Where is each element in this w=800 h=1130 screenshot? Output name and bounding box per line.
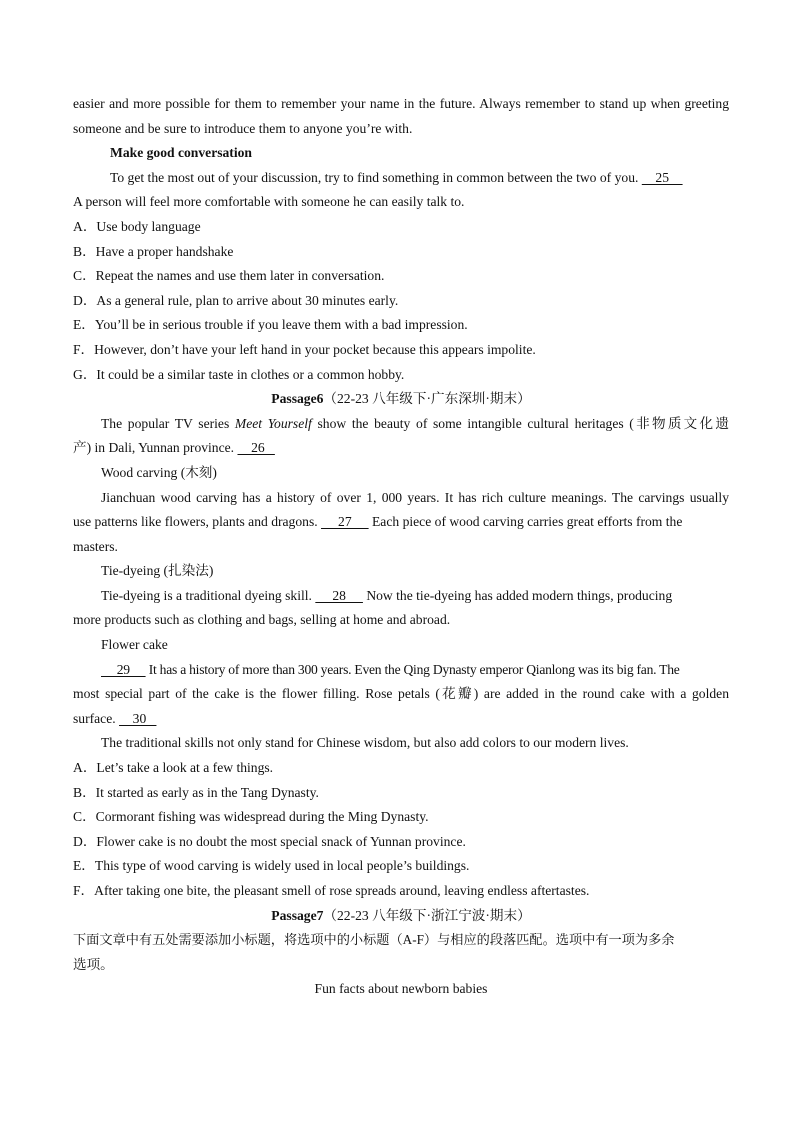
- options-list-1: [73, 215, 729, 387]
- p6-para1-line1: [73, 412, 729, 437]
- p7-instruction-line2: 选项。: [73, 956, 114, 972]
- p6-option-a: A．Let’s take a look at a few things.: [73, 760, 274, 776]
- p6-cake-line1: [73, 658, 729, 683]
- p6-option-f: F．After taking one bite, the pleasant smell of rose spreads around, leaving endless aftertastes.: [73, 883, 590, 898]
- p6-text: 产) in Dali, Yunnan province.: [73, 440, 238, 456]
- p6-option-e: E．This type of wood carving is widely used in local people’s buildings.: [73, 858, 470, 874]
- p6-text: show the beauty of some intangible cultural heritages (非物质文化遗: [317, 415, 729, 431]
- intro-line-2: someone and be sure to introduce them to anyone you’re with.: [73, 120, 413, 136]
- p6-text: Now the tie-dyeing has added modern things, producing: [362, 587, 673, 603]
- blank-29: 29: [101, 661, 146, 677]
- passage7-source: （22-23 八年级下·浙江宁波·期末）: [323, 907, 531, 923]
- option-d: D．As a general rule, plan to arrive about 30 minutes early.: [73, 292, 399, 308]
- p6-wood-line1: Jianchuan wood carving has a history of over 1, 000 years. It has rich culture meanings. The carvings usually: [101, 489, 729, 505]
- passage7-title: [73, 904, 729, 929]
- p6-cake-line3: [73, 707, 729, 732]
- option-c: C．Repeat the names and use them later in conversation.: [73, 268, 385, 284]
- p6-heading-wood: Wood carving (木刻): [101, 464, 217, 480]
- passage6-label: Passage6: [271, 391, 324, 407]
- p6-text: use patterns like flowers, plants and dragons.: [73, 514, 322, 530]
- option-a: A．Use body language: [73, 218, 201, 234]
- p6-tie-line1: [73, 584, 729, 609]
- section-heading: Make good conversation: [110, 145, 252, 161]
- p6-option-c: C．Cormorant fishing was widespread during the Ming Dynasty.: [73, 809, 429, 825]
- p7-article-title: Fun facts about newborn babies: [314, 981, 488, 997]
- option-e: E．You’ll be in serious trouble if you leave them with a bad impression.: [73, 317, 468, 333]
- p6-text: It has a history of more than 300 years. Even the Qing Dynasty emperor Qianlong was its big fan. The: [145, 661, 680, 677]
- conversation-text: To get the most out of your discussion, try to find something in common between the two of you.: [110, 169, 639, 185]
- p6-wood-line3: masters.: [73, 538, 118, 554]
- tv-series-title: Meet Yourself: [234, 415, 312, 431]
- p6-closing: The traditional skills not only stand for Chinese wisdom, but also add colors to our modern lives.: [101, 735, 629, 751]
- intro-line-1: easier and more possible for them to remember your name in the future. Always remember to stand up when greeting: [73, 96, 729, 111]
- document-page: [73, 92, 729, 1002]
- conversation-line-2: A person will feel more comfortable with someone he can easily talk to.: [73, 194, 465, 210]
- p6-wood-line2: [73, 510, 729, 535]
- blank-27: 27: [321, 514, 369, 530]
- option-g: G．It could be a similar taste in clothes or a common hobby.: [73, 366, 405, 382]
- p6-option-d: D．Flower cake is no doubt the most special snack of Yunnan province.: [73, 833, 466, 849]
- conversation-line-1: [73, 166, 729, 191]
- passage6-title: [73, 387, 729, 412]
- blank-30: 30: [119, 710, 157, 726]
- p6-text: surface.: [73, 710, 120, 726]
- p6-text: Tie-dyeing is a traditional dyeing skill.: [101, 587, 316, 603]
- blank-26: 26: [237, 440, 275, 456]
- p6-text: Each piece of wood carving carries great efforts from the: [368, 514, 683, 530]
- p6-tie-line2: more products such as clothing and bags, selling at home and abroad.: [73, 612, 451, 628]
- option-b: B．Have a proper handshake: [73, 243, 234, 259]
- option-f: F．However, don’t have your left hand in your pocket because this appears impolite.: [73, 341, 536, 357]
- p6-heading-tie: Tie-dyeing (扎染法): [101, 563, 214, 579]
- p6-heading-cake: Flower cake: [101, 637, 168, 653]
- blank-25: 25: [641, 169, 683, 185]
- options-list-2: [73, 756, 729, 904]
- passage6-source: （22-23 八年级下·广东深圳·期末）: [323, 391, 531, 407]
- p6-text: The popular TV series: [101, 415, 235, 431]
- p6-para1-line2: [73, 436, 729, 461]
- blank-28: 28: [315, 587, 363, 603]
- p7-instruction-line1: 下面文章中有五处需要添加小标题，将选项中的小标题（A-F）与相应的段落匹配。选项中有一项为多余: [73, 932, 675, 948]
- p6-option-b: B．It started as early as in the Tang Dynasty.: [73, 784, 319, 800]
- p6-cake-line2: most special part of the cake is the flower filling. Rose petals (花瓣) are added in the round cake with a golden: [73, 686, 729, 702]
- passage7-label: Passage7: [271, 907, 324, 923]
